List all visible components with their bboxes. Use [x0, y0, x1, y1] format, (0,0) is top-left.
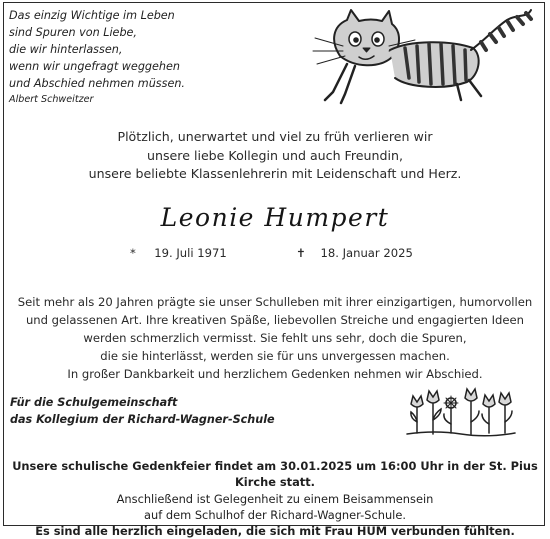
- quote-line: sind Spuren von Liebe,: [9, 26, 137, 39]
- cat-drawing-icon: [285, 6, 535, 111]
- tribute-line: die sie hinterlässt, werden sie für uns unvergessen machen.: [100, 349, 450, 363]
- intro-line: Plötzlich, unerwartet und viel zu früh verlieren wir: [117, 129, 433, 144]
- quote-line: wenn wir ungefragt weggehen: [9, 60, 180, 73]
- tribute-line: werden schmerzlich vermisst. Sie fehlt uns sehr, doch die Spuren,: [83, 331, 467, 345]
- tribute-line: Seit mehr als 20 Jahren prägte sie unser Schulleben mit ihrer einzigartigen, humorvollen: [17, 295, 533, 309]
- death-date-value: 18. Januar 2025: [320, 246, 413, 260]
- tribute-text: [0, 293, 550, 383]
- death-date: [296, 246, 413, 260]
- intro-line: unsere beliebte Klassenlehrerin mit Leidenschaft und Herz.: [88, 166, 462, 181]
- signature-line: Für die Schulgemeinschaft: [10, 396, 178, 409]
- event-line: auf dem Schulhof der Richard-Wagner-Schule.: [144, 507, 406, 522]
- event-line: Unsere schulische Gedenkfeier findet am 30.01.2025 um 16:00 Uhr in der St. Pius Kirche statt.: [12, 459, 538, 490]
- birth-star-icon: *: [130, 246, 136, 260]
- tribute-line: In großer Dankbarkeit und herzlichem Gedenken nehmen wir Abschied.: [67, 367, 483, 381]
- quote-block: [9, 7, 185, 107]
- flowers-drawing-icon: [405, 382, 517, 440]
- event-line: Es sind alle herzlich eingeladen, die sich mit Frau HUM verbunden fühlten.: [35, 524, 515, 539]
- birth-date: [130, 246, 227, 260]
- quote-line: Das einzig Wichtige im Leben: [9, 9, 175, 22]
- intro-text: [0, 128, 550, 184]
- memorial-event-info: [0, 458, 550, 539]
- death-cross-icon: ✝: [296, 246, 306, 260]
- signature-block: [10, 394, 275, 428]
- quote-author: Albert Schweitzer: [9, 94, 94, 105]
- deceased-name: Leonie Humpert: [160, 203, 390, 232]
- event-line: Anschließend ist Gelegenheit zu einem Beisammensein: [116, 491, 434, 506]
- quote-line: die wir hinterlassen,: [9, 43, 123, 56]
- birth-date-value: 19. Juli 1971: [154, 246, 227, 260]
- tribute-line: und gelassenen Art. Ihre kreativen Späße, liebevollen Streiche und engagierten Ideen: [25, 313, 525, 327]
- signature-line: das Kollegium der Richard-Wagner-Schule: [10, 413, 275, 426]
- intro-line: unsere liebe Kollegin und auch Freundin,: [147, 147, 403, 163]
- quote-line: und Abschied nehmen müssen.: [9, 77, 185, 90]
